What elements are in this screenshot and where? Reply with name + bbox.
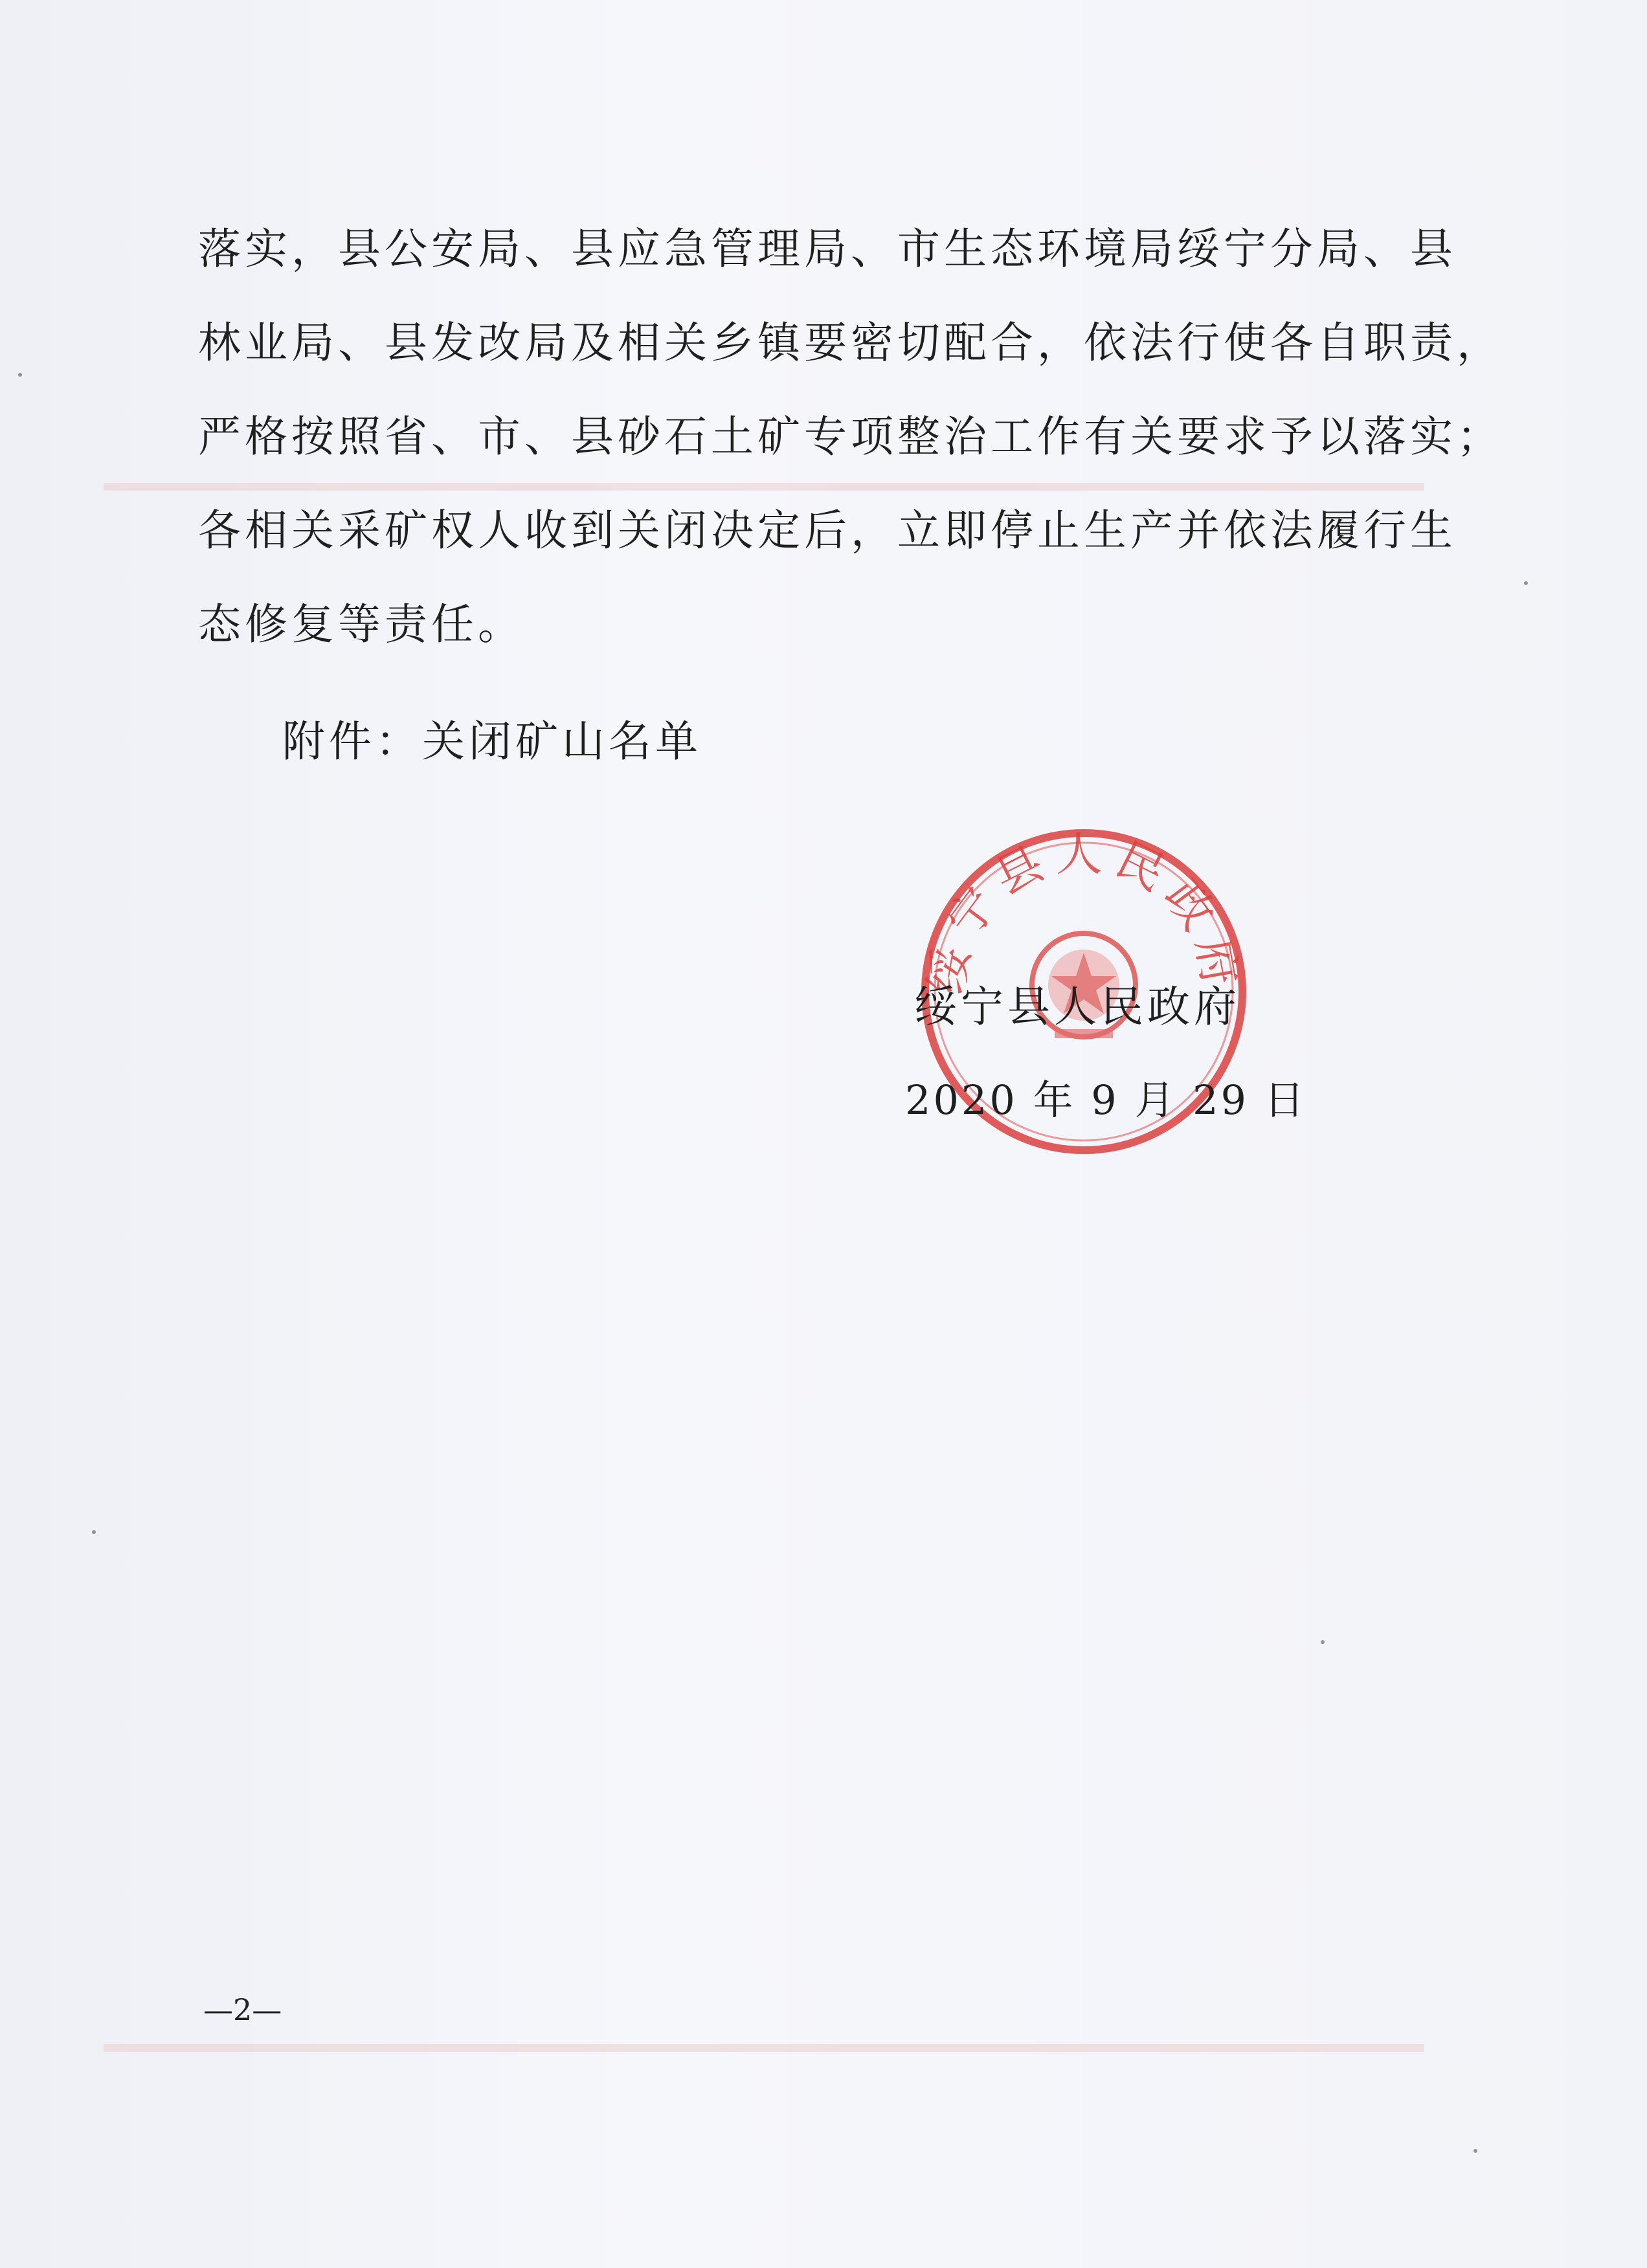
issuer-signature: 绥宁县人民政府 [914,982,1240,1032]
scan-speck [1321,1640,1325,1644]
attachment-note: 附件：关闭矿山名单 [282,717,702,766]
scan-speck [92,1530,96,1534]
scan-speck [1524,581,1528,585]
scan-speck [1473,2149,1477,2153]
bleed-through-rule-bottom [104,2044,1424,2052]
page-number: —2— [203,1992,282,2027]
body-paragraph [198,202,1503,671]
seal-text: 绥宁县人民政府 [918,827,1249,999]
body-line: 各相关采矿权人收到关闭决定后，立即停止生产并依法履行生 [198,506,1457,555]
scan-speck [18,373,22,377]
body-line: 严格按照省、市、县砂石土矿专项整治工作有关要求予以落实； [198,412,1503,461]
body-line: 态修复等责任。 [198,599,524,649]
body-line: 林业局、县发改局及相关乡镇要密切配合，依法行使各自职责， [198,318,1503,368]
body-line: 落实，县公安局、县应急管理局、市生态环境局绥宁分局、县 [198,224,1457,274]
issue-date: 2020 年 9 月 29 日 [905,1076,1307,1124]
